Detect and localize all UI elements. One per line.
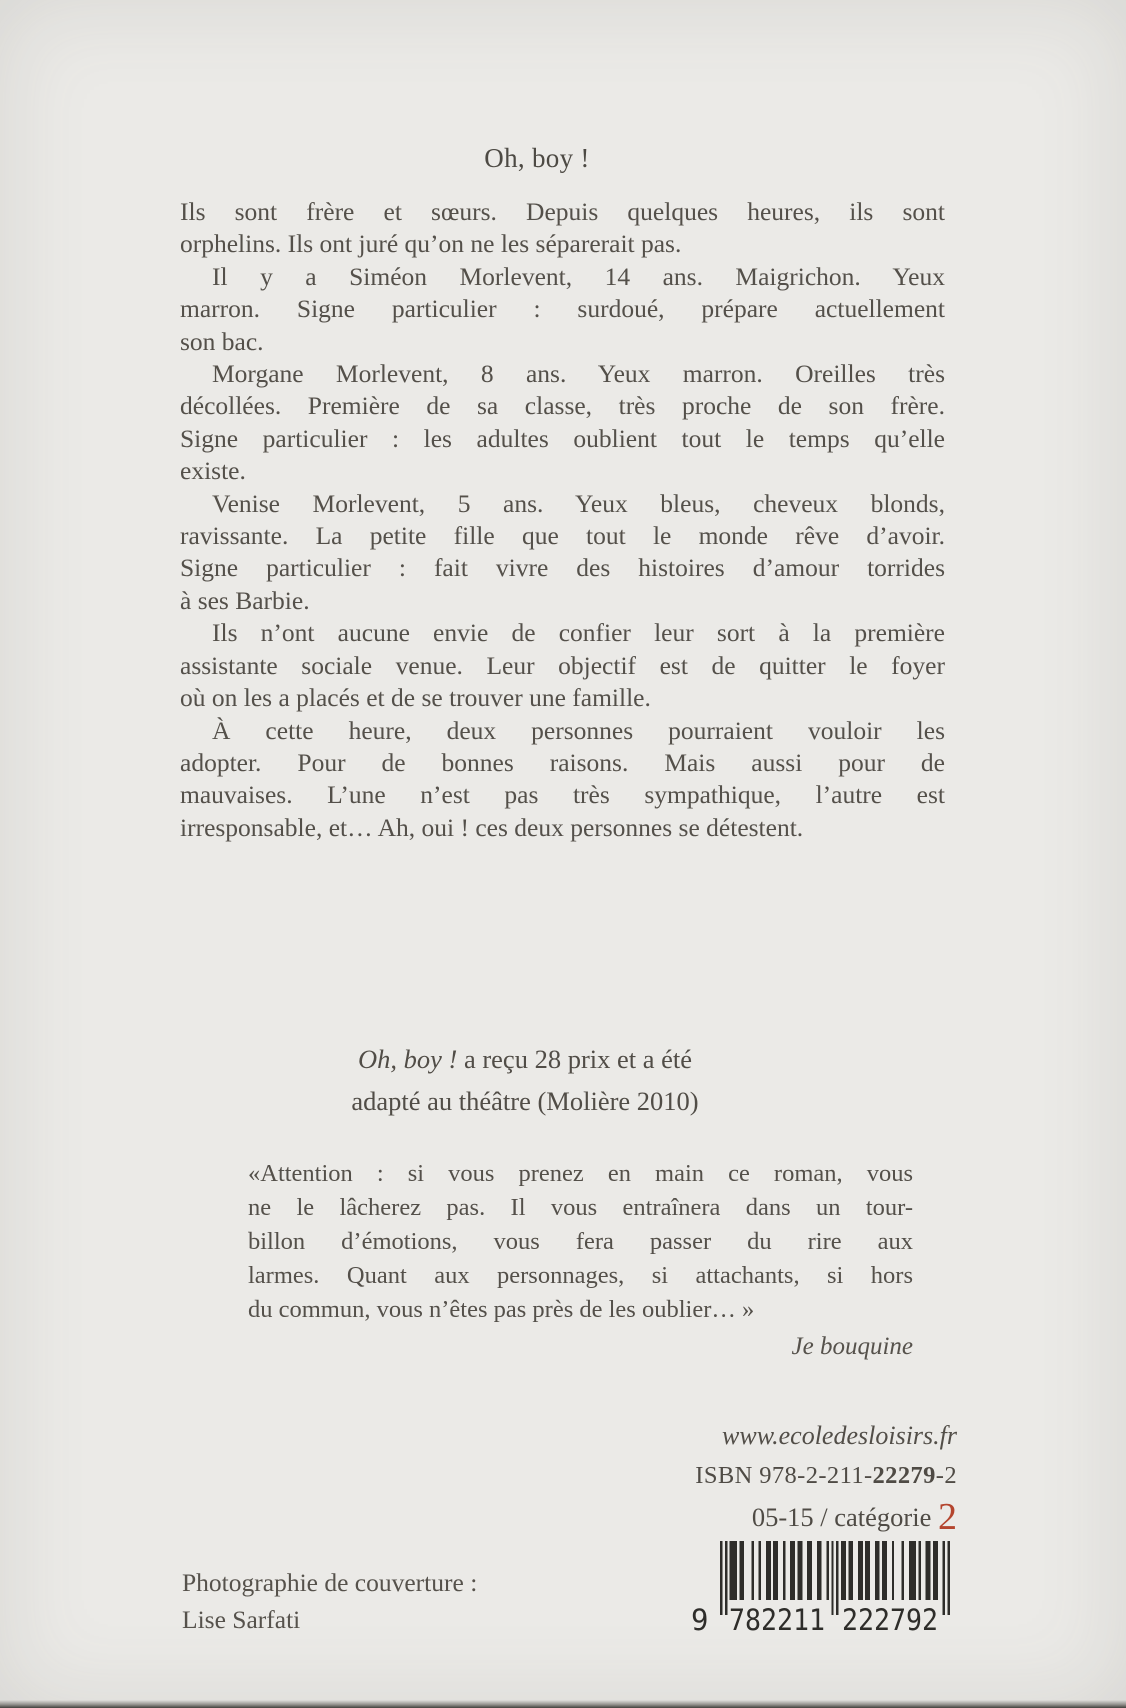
paragraph	[180, 358, 945, 488]
text-line: orphelins. Ils ont juré qu’on ne les séparerait pas.	[180, 229, 682, 259]
text-line: du commun, vous n’êtes pas près de les oublier… »	[248, 1296, 755, 1323]
review-quote-lines	[248, 1157, 913, 1327]
award-line-1	[180, 1038, 870, 1080]
category-line	[560, 1496, 957, 1538]
paragraph	[180, 261, 945, 358]
text-line: décollées. Première de sa classe, très proche de son frère.	[180, 391, 945, 421]
paragraph	[180, 196, 945, 261]
publisher-block	[560, 1421, 957, 1538]
text-line: ravissante. La petite fille que tout le monde rêve d’avoir.	[180, 521, 945, 551]
barcode-svg	[690, 1541, 952, 1635]
isbn-prefix: ISBN 978-2-211-	[695, 1462, 873, 1489]
barcode-digit-group1: 782211	[729, 1603, 825, 1635]
paragraph	[180, 488, 945, 618]
text-line: «Attention : si vous prenez en main ce roman, vous	[248, 1160, 913, 1187]
award-note	[180, 1038, 870, 1122]
barcode-digit-left: 9	[691, 1603, 709, 1635]
paragraph	[180, 715, 945, 845]
isbn-line	[560, 1463, 957, 1489]
text-line: mauvaises. L’une n’est pas très sympathique, l’autre est	[180, 780, 945, 810]
text-line: À cette heure, deux personnes pourraient vouloir les	[212, 715, 945, 745]
text-line: où on les a placés et de se trouver une famille.	[180, 683, 651, 713]
review-attribution: Je bouquine	[791, 1333, 913, 1360]
synopsis-paragraphs	[180, 196, 945, 844]
text-line: billon d’émotions, vous fera passer du rire aux	[248, 1228, 913, 1255]
text-line: Ils sont frère et sœurs. Depuis quelques heures, ils sont	[180, 197, 945, 226]
text-line: Signe particulier : les adultes oublient tout le temps qu’elle	[180, 423, 945, 453]
award-title-italic: Oh, boy !	[357, 1044, 458, 1074]
text-line: irresponsable, et… Ah, oui ! ces deux personnes se détestent.	[180, 812, 804, 842]
paragraph	[248, 1157, 913, 1327]
page-title: Oh, boy !	[484, 143, 590, 173]
text-line: adopter. Pour de bonnes raisons. Mais aussi pour de	[180, 747, 945, 777]
text-line: marron. Signe particulier : surdoué, prépare actuellement	[180, 294, 945, 324]
photo-credit-line-1: Photographie de couverture :	[182, 1568, 478, 1597]
isbn-suffix: -2	[935, 1462, 957, 1489]
text-line: Morgane Morlevent, 8 ans. Yeux marron. Oreilles très	[212, 359, 945, 389]
barcode-digit-group2: 222792	[842, 1603, 938, 1635]
category-label: 05-15 / catégorie	[751, 1502, 938, 1532]
isbn-bold-part: 22279	[872, 1462, 936, 1489]
text-line: ne le lâcherez pas. Il vous entraînera dans un tour-	[248, 1194, 913, 1221]
photo-bottom-edge	[0, 1700, 1126, 1708]
text-line: Ils n’ont aucune envie de confier leur sort à la première	[212, 618, 945, 648]
award-line-1-rest: a reçu 28 prix et a été	[457, 1044, 693, 1074]
review-quote-block	[248, 1157, 913, 1361]
barcode	[690, 1541, 952, 1640]
text-line: Signe particulier : fait vivre des histoires d’amour torrides	[180, 553, 945, 583]
text-line: à ses Barbie.	[180, 585, 310, 615]
photo-credit-line-2: Lise Sarfati	[182, 1605, 301, 1634]
award-line-2: adapté au théâtre (Molière 2010)	[351, 1086, 699, 1116]
photo-credit	[182, 1564, 477, 1638]
publisher-website: www.ecoledesloisirs.fr	[722, 1421, 957, 1450]
category-number: 2	[938, 1496, 957, 1538]
text-line: Venise Morlevent, 5 ans. Yeux bleus, cheveux blonds,	[212, 488, 945, 518]
text-line: larmes. Quant aux personnages, si attachants, si hors	[248, 1262, 913, 1289]
paragraph	[180, 617, 945, 714]
text-line: assistante sociale venue. Leur objectif est de quitter le foyer	[180, 650, 945, 680]
text-line: existe.	[180, 456, 246, 486]
text-line: son bac.	[180, 326, 264, 356]
text-line: Il y a Siméon Morlevent, 14 ans. Maigrichon. Yeux	[212, 261, 945, 291]
